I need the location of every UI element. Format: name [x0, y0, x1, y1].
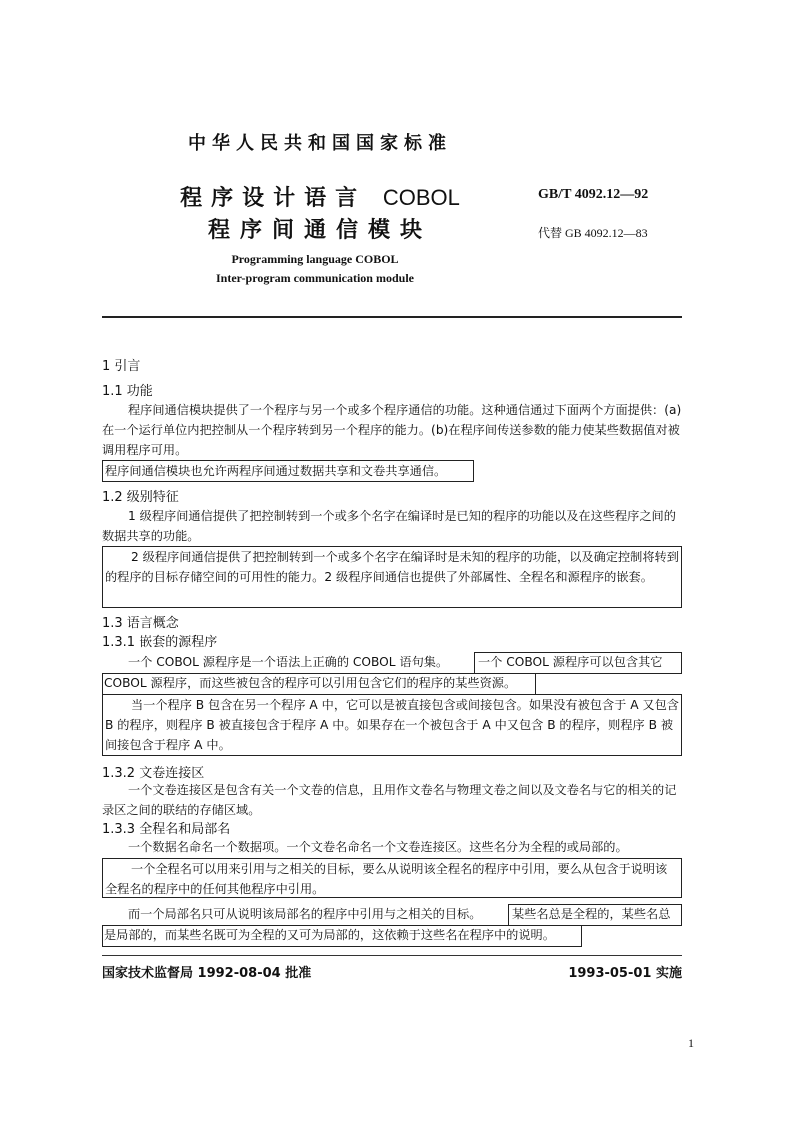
section-1-3-3-heading: 1.3.3 全程名和局部名 — [102, 822, 231, 837]
section-1-3-3-box-text: 一个全程名可以用来引用与之相关的目标，要么从说明该全程名的程序中引用，要么从包含于说明该全程名的程序中的任何其他程序中引用。 — [105, 862, 668, 896]
section-1-2-box-text: 2 级程序间通信提供了把控制转到一个或多个名字在编译时是未知的程序的功能，以及确定控制将转到的程序的目标存储空间的可用性的能力。2 级程序间通信也提供了外部属性、全程名和源程序的嵌套。 — [105, 550, 679, 584]
section-1-2-boxed-note — [102, 546, 682, 608]
standard-number: GB/T 4092.12—92 — [538, 187, 649, 202]
section-1-heading: 1 引言 — [102, 359, 141, 374]
section-1-3-3-text-2b: 某些名总是全程的，某些名总 — [512, 907, 671, 921]
section-1-3-1-text-a: 一个 COBOL 源程序是一个语法上正确的 COBOL 语句集。 — [128, 655, 449, 669]
section-1-3-2-text: 一个文卷连接区是包含有关一个文卷的信息，且用作文卷名与物理文卷之间以及文卷名与它的相关的记录区之间的联结的存储区域。 — [102, 783, 677, 817]
section-1-2-heading: 1.2 级别特征 — [102, 490, 179, 505]
section-1-3-1-text-2: 当一个程序 B 包含在另一个程序 A 中，它可以是被直接包含或间接包含。如果没有被包含于 A 又包含 B 的程序，则程序 B 被直接包含于程序 A 中。如果存在一个被包含于 A 中又包含 B 的程序，则程序 B 被间接包含于程序 A 中。 — [105, 698, 679, 752]
title-chinese-text: 程序设计语言 — [180, 186, 367, 211]
section-1-2-paragraph — [102, 506, 682, 546]
section-1-3-2-paragraph — [102, 780, 682, 820]
section-1-3-heading: 1.3 语言概念 — [102, 616, 179, 631]
national-standard-heading: 中华人民共和国国家标准 — [188, 133, 452, 154]
effective-date: 1993-05-01 实施 — [568, 966, 682, 981]
section-1-1-boxed-note: 程序间通信模块也允许两程序间通过数据共享和文卷共享通信。 — [102, 460, 474, 482]
header-rule — [102, 316, 682, 318]
title-english-line-1: Programming language COBOL — [231, 252, 399, 266]
section-1-1-heading: 1.1 功能 — [102, 384, 153, 399]
section-1-3-2-heading: 1.3.2 文卷连接区 — [102, 766, 205, 781]
title-chinese-line-2: 程序间通信模块 — [207, 218, 432, 243]
page-number: 1 — [688, 1036, 694, 1050]
section-1-3-1-boxed-paragraph-2 — [102, 694, 682, 756]
section-1-1-text: 程序间通信模块提供了一个程序与另一个或多个程序通信的功能。这种通信通过下面两个方面提供：(a)在一个运行单位内把控制从一个程序转到另一个程序的能力。(b)在程序间传送参数的能力使某些数据值对被调用程序可用。 — [102, 403, 682, 457]
section-1-1-paragraph — [102, 400, 682, 460]
title-english-line-2: Inter-program communication module — [216, 271, 414, 285]
section-1-3-3-boxed-note — [102, 858, 682, 898]
footer-rule — [102, 955, 682, 956]
section-1-3-1-text-c: COBOL 源程序，而这些被包含的程序可以引用包含它们的程序的某些资源。 — [104, 676, 517, 690]
replaces-standard: 代替 GB 4092.12—83 — [538, 226, 648, 240]
section-1-3-3-text-2c: 是局部的，而某些名既可为全程的又可为局部的，这依赖于这些名在程序中的说明。 — [104, 928, 555, 942]
section-1-3-1-text-b: 一个 COBOL 源程序可以包含其它 — [478, 655, 663, 669]
section-1-3-3-text-2a: 而一个局部名只可从说明该局部名的程序中引用与之相关的目标。 — [128, 907, 482, 921]
section-1-3-3-text-1: 一个数据名命名一个数据项。一个文卷名命名一个文卷连接区。这些名分为全程的或局部的。 — [128, 840, 628, 854]
title-latin-text: COBOL — [382, 185, 460, 210]
section-1-2-text: 1 级程序间通信提供了把控制转到一个或多个名字在编译时是已知的程序的功能以及在这些程序之间的数据共享的功能。 — [102, 509, 676, 543]
approval-date: 国家技术监督局 1992-08-04 批准 — [102, 966, 312, 981]
section-1-3-1-heading: 1.3.1 嵌套的源程序 — [102, 635, 218, 650]
section-1-3-3-paragraph-1 — [102, 837, 682, 857]
